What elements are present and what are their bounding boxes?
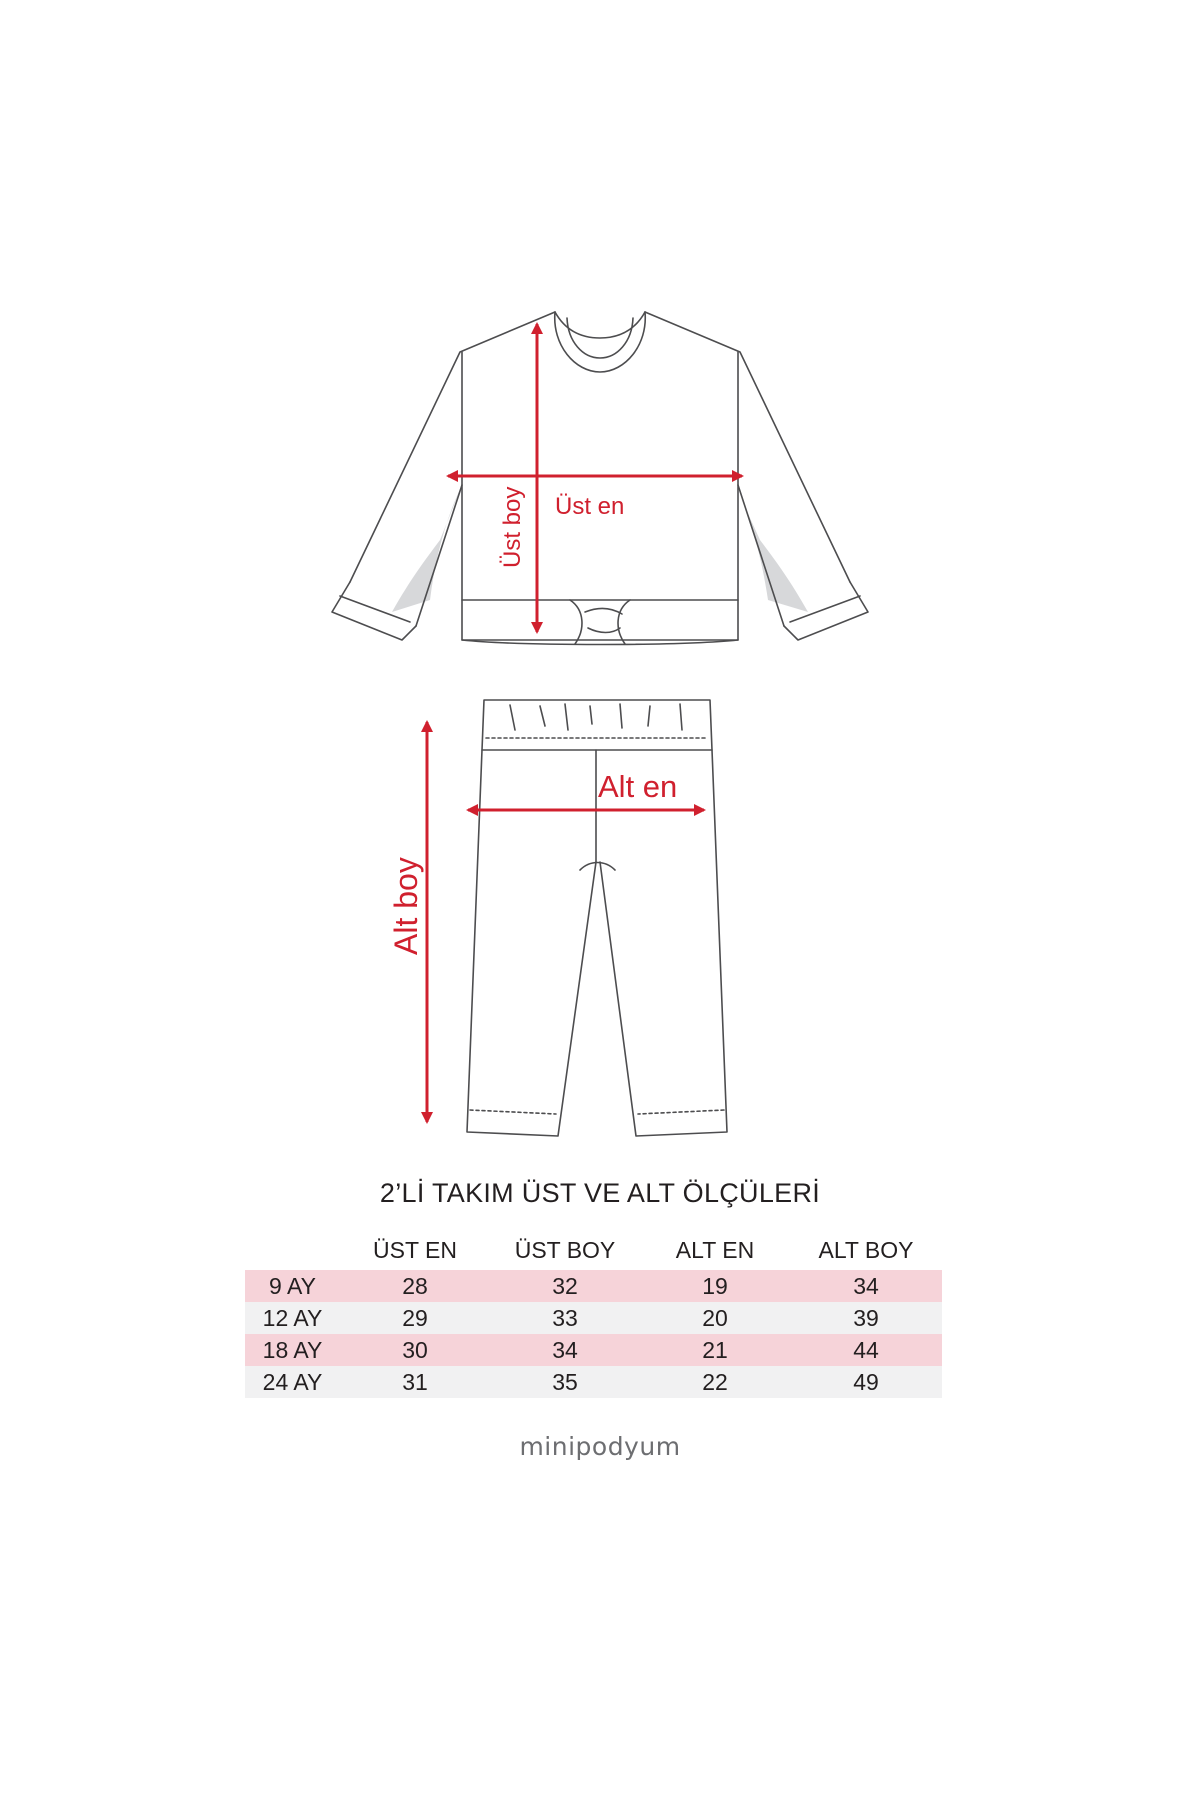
header-bottom-length: ALT BOY xyxy=(818,1236,914,1263)
table-cell: 34 xyxy=(853,1272,879,1299)
table-cell: 39 xyxy=(853,1304,879,1331)
size-cell: 9 AY xyxy=(269,1272,316,1299)
table-cell: 49 xyxy=(853,1368,879,1395)
sweatshirt-drawing xyxy=(332,312,868,645)
measurement-arrows xyxy=(427,324,742,1122)
top-width-label: Üst en xyxy=(555,493,625,520)
table-row xyxy=(245,1270,942,1302)
top-length-label: Üst boy xyxy=(499,486,526,568)
table-cell: 34 xyxy=(552,1336,578,1363)
table-cell: 29 xyxy=(402,1304,428,1331)
header-bottom-width: ALT EN xyxy=(675,1236,755,1263)
table-cell: 20 xyxy=(702,1304,728,1331)
table-cell: 44 xyxy=(853,1336,879,1363)
table-cell: 21 xyxy=(702,1336,728,1363)
size-table-title: 2’Lİ TAKIM ÜST VE ALT ÖLÇÜLERİ xyxy=(379,1178,821,1208)
brand-logo: minipodyum xyxy=(519,1432,681,1461)
table-row xyxy=(245,1334,942,1366)
bottom-width-label: Alt en xyxy=(598,769,678,804)
header-top-width: ÜST EN xyxy=(373,1236,457,1263)
table-cell: 35 xyxy=(552,1368,578,1395)
header-top-length: ÜST BOY xyxy=(514,1236,616,1263)
table-cell: 32 xyxy=(552,1272,578,1299)
table-row xyxy=(245,1302,942,1334)
table-cell: 28 xyxy=(402,1272,428,1299)
table-cell: 30 xyxy=(402,1336,428,1363)
table-cell: 31 xyxy=(402,1368,428,1395)
table-header-row xyxy=(245,1230,942,1270)
size-cell: 24 AY xyxy=(262,1368,323,1395)
size-cell: 12 AY xyxy=(262,1304,323,1331)
table-row xyxy=(245,1366,942,1398)
pants-drawing xyxy=(467,700,727,1136)
bottom-length-label: Alt boy xyxy=(388,857,424,955)
size-table xyxy=(245,1230,942,1398)
table-cell: 19 xyxy=(702,1272,728,1299)
table-cell: 33 xyxy=(552,1304,578,1331)
table-cell: 22 xyxy=(702,1368,728,1395)
size-cell: 18 AY xyxy=(262,1336,323,1363)
